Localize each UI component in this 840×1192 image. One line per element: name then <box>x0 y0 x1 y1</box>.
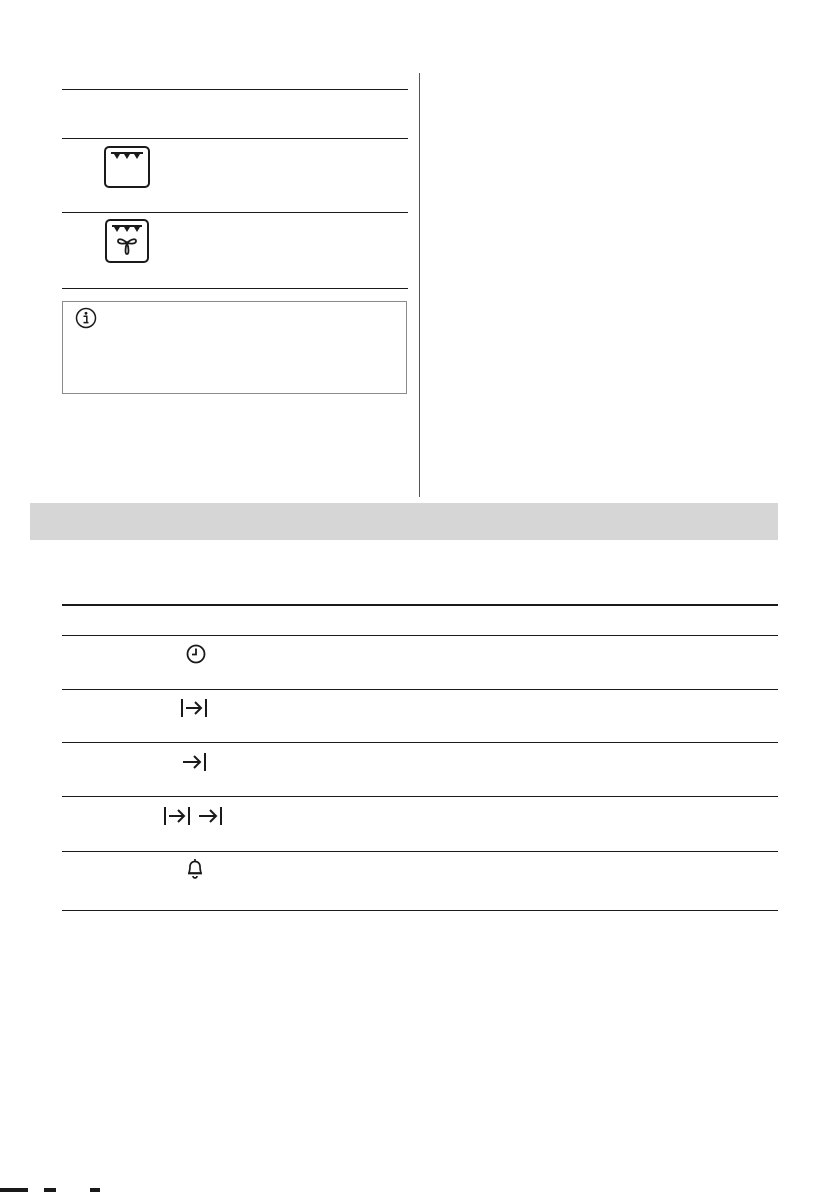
table-row <box>185 858 205 880</box>
table-top-rule <box>62 604 778 606</box>
minute-minder-icon <box>185 858 205 880</box>
top-bottom-heat-icon <box>104 146 150 188</box>
info-icon <box>75 307 97 329</box>
duration-icon <box>180 697 208 719</box>
info-note-box <box>62 301 407 394</box>
cropped-footer-mark <box>0 1188 28 1192</box>
table-row <box>185 643 207 665</box>
cropped-footer-mark <box>90 1188 100 1192</box>
table-row <box>104 146 150 188</box>
clock-icon <box>185 643 207 665</box>
cropped-footer-mark <box>44 1188 56 1192</box>
row-divider <box>62 689 778 690</box>
time-delay-icon <box>163 805 225 827</box>
row-divider <box>62 851 778 852</box>
fan-heat-icon <box>105 219 149 263</box>
end-time-icon <box>180 751 208 773</box>
row-divider <box>62 742 778 743</box>
column-divider <box>419 73 420 497</box>
row-divider <box>62 796 778 797</box>
table-header-rule <box>62 635 778 636</box>
table-top-rule <box>62 89 408 90</box>
table-row <box>163 805 225 827</box>
row-divider <box>62 212 408 213</box>
table-bottom-rule <box>62 288 408 289</box>
table-row <box>180 697 208 719</box>
table-row <box>180 751 208 773</box>
table-bottom-rule <box>62 910 778 911</box>
table-row <box>105 219 149 263</box>
table-header-rule <box>62 138 408 139</box>
section-heading-bar <box>30 503 778 540</box>
